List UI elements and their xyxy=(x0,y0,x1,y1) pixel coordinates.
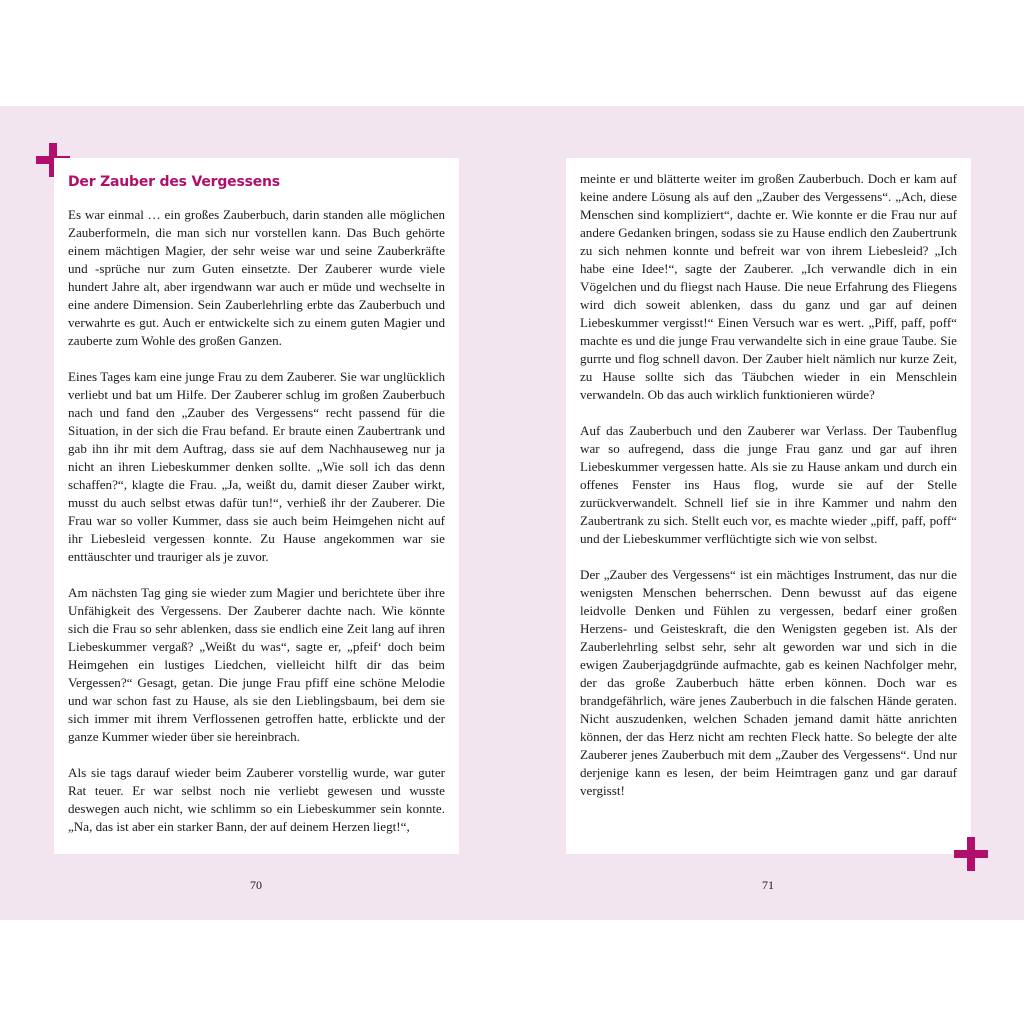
left-paragraph: Als sie tags darauf wieder beim Zauberer vorstellig wurde, war guter Rat teuer. Er war selbst noch nie verliebt gewesen und wusste deswegen auch nicht, wie schlimm so ein Liebeskummer sein konnte. „Na, das ist aber ein starker Bann, der auf deinem Herzen liegt!“, xyxy=(68,765,445,834)
left-page-text-block xyxy=(54,158,459,854)
page-number-right: 71 xyxy=(762,878,774,892)
right-page-text-block xyxy=(566,158,971,854)
left-paragraph: Eines Tages kam eine junge Frau zu dem Zauberer. Sie war unglücklich verliebt und bat um Hilfe. Der Zauberer schlug im großen Zauberbuch nach und fand den „Zauber des Vergessens“ recht passend für die Situation, in der sich die Frau befand. Er braute einen Zaubertrank und gab ihn ihr mit dem Auftrag, dass sie auf dem Nachhauseweg nur ja nicht an ihren Liebeskummer denken sollte. „Wie soll ich das denn schaffen?“, klagte die Frau. „Ja, weißt du, damit dieser Zauber wirkt, musst du auch selbst etwas dafür tun!“, verhieß ihr der Zauberer. Die Frau war so voller Kummer, dass sie auch beim Heimgehen nicht auf ihr Liebesleid vergessen konnte. Zu Hause angekommen war sie enttäuschter und trauriger als je zuvor. xyxy=(68,369,445,564)
book-spread xyxy=(0,106,1024,920)
right-paragraph: meinte er und blätterte weiter im großen Zauberbuch. Doch er kam auf keine andere Lösung als auf den „Zauber des Vergessens“. „Ach, diese Menschen sind kompliziert“, dachte er. Wie konnte er die Frau nur auf andere Gedanken bringen, sodass sie zu Hause endlich den Zaubertrunk zu sich nehmen konnte und befreit war von ihrem Liebesleid? „Ich habe eine Idee!“, sagte der Zauberer. „Ich verwandle dich in ein Vögelchen und du fliegst nach Hause. Die neue Erfahrung des Fliegens wird dich soweit ablenken, dass du ganz und gar auf deinen Liebeskummer vergisst!“ Einen Versuch war es wert. „Piff, paff, poff“ machte es und die junge Frau verwandelte sich in eine graue Taube. Sie gurrte und flog schnell davon. Der Zauber hielt nämlich nur kurze Zeit, zu Hause sollte sich das Täubchen wieder in ein Menschlein verwandeln. Ob das auch wirklich funktionieren würde? xyxy=(580,171,957,402)
right-paragraph: Auf das Zauberbuch und den Zauberer war Verlass. Der Taubenflug war so aufregend, dass die junge Frau ganz und gar auf ihren Liebeskummer vergessen hatte. Als sie zu Hause ankam und durch ein offenes Fenster ins Haus flog, wurde sie auf der Stelle zurückverwandelt. Schnell lief sie in ihre Kammer und nahm den Zaubertrank zu sich. Stellt euch vor, es machte wieder „piff, paff, poff“ und der Liebeskummer verflüchtigte sich wie von selbst. xyxy=(580,423,957,546)
right-paragraph: Der „Zauber des Vergessens“ ist ein mächtiges Instrument, das nur die wenigsten Menschen beherrschen. Denn bewusst auf das eigene leidvolle Denken und Fühlen zu vergessen, bedarf einer großen Herzens- und Geisteskraft, die den Wenigsten gegeben ist. Als der Zauberlehrling selbst sehr, sehr alt geworden war und sich in die ewigen Zauberjagdgründe aufmachte, gab es keinen Nachfolger mehr, der das große Zauberbuch hätte erben können. Doch war es brandgefährlich, wäre jenes Zauberbuch in die falschen Hände geraten. Nicht auszudenken, welchen Schaden jemand damit hätte anrichten können, der das Herz nicht am rechten Fleck hatte. So belegte der alte Zauberer jenes Zauberbuch mit dem „Zauber des Vergessens“. Und nur derjenige kann es lesen, der beim Heimtragen ganz und gar darauf vergisst! xyxy=(580,567,957,798)
story-title: Der Zauber des Vergessens xyxy=(68,174,280,190)
plus-icon xyxy=(954,837,988,871)
left-paragraph: Am nächsten Tag ging sie wieder zum Magier und berichtete über ihre Unfähigkeit des Vergessens. Der Zauberer dachte nach. Wie könnte sich die Frau so sehr ablenken, dass sie endlich eine Zeit lang auf ihren Liebeskummer vergaß? „Weißt du was“, sagte er, „pfeif‘ doch beim Heimgehen ein lustiges Liedchen, vielleicht hilft dir das beim Vergessen?“ Gesagt, getan. Die junge Frau pfiff eine schöne Melodie und war schon fast zu Hause, als sie den Lieblingsbaum, bei dem sie sich immer mit ihrem Verflossenen getroffen hatte, erblickte und der ganze Kummer wieder über sie hereinbrach. xyxy=(68,585,445,744)
left-paragraph: Es war einmal … ein großes Zauberbuch, darin standen alle möglichen Zauberformeln, die man sich nur vorstellen kann. Das Buch gehörte einem mächtigen Magier, der sehr weise war und seine Zauberkräfte und -sprüche nur zum Guten einsetzte. Der Zauberer wurde viele hundert Jahre alt, aber irgendwann war auch er müde und wechselte in eine andere Dimension. Sein Zauberlehrling erbte das Zauberbuch und verwahrte es gut. Auch er entwickelte sich zu einem guten Magier und zauberte zum Wohle des großen Ganzen. xyxy=(68,207,445,348)
page-number-left: 70 xyxy=(250,878,262,892)
